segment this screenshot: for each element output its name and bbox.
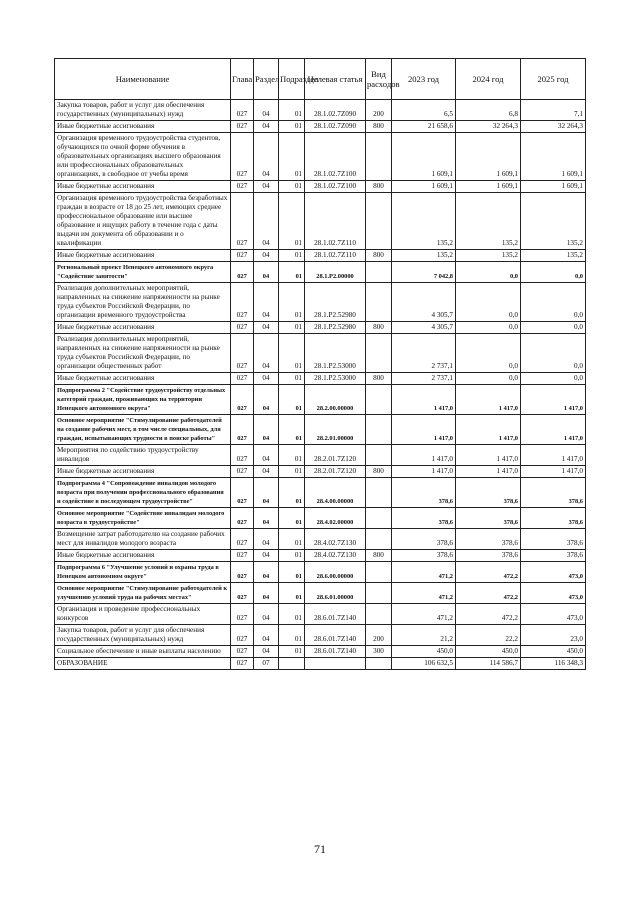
row-razdel: 04	[254, 550, 279, 562]
row-article: 28.6.01.7Z140	[305, 646, 366, 658]
row-vid	[366, 478, 392, 508]
table-row	[55, 322, 586, 334]
row-vid	[366, 604, 392, 625]
row-article: 28.4.00.00000	[305, 478, 366, 508]
header-2025: 2025 год	[521, 59, 586, 100]
row-value-2024: 135,2	[456, 193, 521, 250]
row-article: 28.2.01.7Z120	[305, 445, 366, 466]
table-row	[55, 283, 586, 322]
row-value-2025: 1 609,1	[521, 133, 586, 181]
row-vid: 800	[366, 121, 392, 133]
row-vid	[366, 415, 392, 445]
row-value-2023: 1 609,1	[392, 133, 456, 181]
table-row	[55, 508, 586, 529]
row-glava: 027	[231, 625, 254, 646]
row-value-2024: 22,2	[456, 625, 521, 646]
row-podrazdel: 01	[279, 478, 305, 508]
table-row	[55, 415, 586, 445]
row-name: Иные бюджетные ассигнования	[55, 250, 231, 262]
table-row	[55, 625, 586, 646]
row-podrazdel: 01	[279, 100, 305, 121]
row-razdel: 04	[254, 385, 279, 415]
row-value-2024: 472,2	[456, 583, 521, 604]
row-glava: 027	[231, 283, 254, 322]
row-value-2025: 7,1	[521, 100, 586, 121]
row-name: Реализация дополнительных мероприятий, направленных на снижение напряженности на рынке труда субъектов Российской Федерации, по организации общественных работ	[55, 334, 231, 373]
row-razdel: 04	[254, 562, 279, 583]
row-razdel: 04	[254, 415, 279, 445]
table-row	[55, 121, 586, 133]
row-value-2023: 378,6	[392, 508, 456, 529]
row-article: 28.1.02.7Z110	[305, 193, 366, 250]
row-razdel: 04	[254, 250, 279, 262]
row-value-2025: 32 264,3	[521, 121, 586, 133]
row-name: Закупка товаров, работ и услуг для обеспечения государственных (муниципальных) нужд	[55, 625, 231, 646]
row-vid	[366, 508, 392, 529]
row-value-2023: 378,6	[392, 529, 456, 550]
header-article: Целевая статья	[305, 59, 366, 100]
row-vid	[366, 529, 392, 550]
row-glava: 027	[231, 262, 254, 283]
row-value-2025: 135,2	[521, 250, 586, 262]
row-value-2023: 6,5	[392, 100, 456, 121]
row-glava: 027	[231, 250, 254, 262]
row-podrazdel: 01	[279, 445, 305, 466]
row-value-2024: 1 609,1	[456, 133, 521, 181]
row-value-2023: 4 305,7	[392, 283, 456, 322]
row-podrazdel: 01	[279, 181, 305, 193]
table-row	[55, 445, 586, 466]
row-value-2025: 473,0	[521, 583, 586, 604]
row-article: 28.6.01.00000	[305, 583, 366, 604]
header-vid: Вид расходов	[366, 59, 392, 100]
row-value-2023: 471,2	[392, 604, 456, 625]
row-vid: 800	[366, 181, 392, 193]
row-value-2024: 472,2	[456, 604, 521, 625]
row-glava: 027	[231, 529, 254, 550]
table-row	[55, 100, 586, 121]
row-razdel: 04	[254, 193, 279, 250]
row-podrazdel: 01	[279, 133, 305, 181]
row-podrazdel: 01	[279, 121, 305, 133]
row-value-2023: 135,2	[392, 250, 456, 262]
row-vid: 800	[366, 550, 392, 562]
table-row	[55, 478, 586, 508]
table-row	[55, 262, 586, 283]
row-vid: 800	[366, 373, 392, 385]
row-value-2024: 1 417,0	[456, 415, 521, 445]
row-value-2025: 473,0	[521, 604, 586, 625]
row-value-2024: 472,2	[456, 562, 521, 583]
table-row	[55, 658, 586, 670]
row-value-2023: 135,2	[392, 193, 456, 250]
row-razdel: 07	[254, 658, 279, 670]
row-value-2024: 0,0	[456, 283, 521, 322]
row-article: 28.1.P2.53000	[305, 334, 366, 373]
row-razdel: 04	[254, 625, 279, 646]
row-value-2023: 1 609,1	[392, 181, 456, 193]
row-razdel: 04	[254, 322, 279, 334]
row-article: 28.6.01.7Z140	[305, 625, 366, 646]
row-glava: 027	[231, 415, 254, 445]
row-article	[305, 658, 366, 670]
row-glava: 027	[231, 322, 254, 334]
row-name: Организация временного трудоустройства студентов, обучающихся по очной форме обучения в образовательных организациях высшего образования или профессиональных образовательных организациях, в свободное от учебы время	[55, 133, 231, 181]
row-value-2025: 378,6	[521, 550, 586, 562]
budget-table-page	[54, 58, 585, 670]
header-2024: 2024 год	[456, 59, 521, 100]
row-glava: 027	[231, 646, 254, 658]
row-article: 28.6.01.7Z140	[305, 604, 366, 625]
row-article: 28.1.P2.52980	[305, 283, 366, 322]
row-glava: 027	[231, 658, 254, 670]
row-name: Региональный проект Ненецкого автономного округа "Содействие занятости"	[55, 262, 231, 283]
row-value-2025: 378,6	[521, 529, 586, 550]
table-row	[55, 583, 586, 604]
row-razdel: 04	[254, 262, 279, 283]
row-value-2023: 2 737,1	[392, 373, 456, 385]
budget-table	[54, 58, 586, 670]
row-podrazdel: 01	[279, 415, 305, 445]
table-row	[55, 334, 586, 373]
row-name: Подпрограмма 2 "Содействие трудоустройству отдельных категорий граждан, проживающих на территории Ненецкого автономного округа"	[55, 385, 231, 415]
row-vid	[366, 334, 392, 373]
table-row	[55, 550, 586, 562]
row-name: Организация и проведение профессиональных конкурсов	[55, 604, 231, 625]
row-name: Подпрограмма 4 "Сопровождение инвалидов молодого возраста при получении профессионального образования и содействие в последующем трудоустройстве"	[55, 478, 231, 508]
row-glava: 027	[231, 583, 254, 604]
row-value-2023: 1 417,0	[392, 415, 456, 445]
row-value-2023: 106 632,5	[392, 658, 456, 670]
row-vid	[366, 562, 392, 583]
row-podrazdel: 01	[279, 262, 305, 283]
header-glava: Глава	[231, 59, 254, 100]
row-value-2024: 32 264,3	[456, 121, 521, 133]
table-row	[55, 466, 586, 478]
row-podrazdel: 01	[279, 334, 305, 373]
row-value-2023: 471,2	[392, 562, 456, 583]
row-podrazdel: 01	[279, 604, 305, 625]
row-name: Основное мероприятие "Содействие инвалидам молодого возраста в трудоустройстве"	[55, 508, 231, 529]
row-glava: 027	[231, 466, 254, 478]
row-podrazdel: 01	[279, 322, 305, 334]
row-value-2025: 0,0	[521, 334, 586, 373]
row-value-2024: 1 417,0	[456, 385, 521, 415]
row-glava: 027	[231, 373, 254, 385]
row-name: Иные бюджетные ассигнования	[55, 373, 231, 385]
row-value-2025: 23,0	[521, 625, 586, 646]
row-name: Иные бюджетные ассигнования	[55, 181, 231, 193]
row-name: Основное мероприятие "Стимулирование работодателей к улучшению условий труда на рабочих местах"	[55, 583, 231, 604]
row-glava: 027	[231, 550, 254, 562]
table-row	[55, 529, 586, 550]
row-value-2025: 1 609,1	[521, 181, 586, 193]
row-vid: 800	[366, 250, 392, 262]
row-name: Закупка товаров, работ и услуг для обеспечения государственных (муниципальных) нужд	[55, 100, 231, 121]
page-number: 71	[314, 842, 326, 856]
row-article: 28.1.02.7Z100	[305, 181, 366, 193]
row-razdel: 04	[254, 478, 279, 508]
header-name: Наименование	[55, 59, 231, 100]
row-podrazdel: 01	[279, 466, 305, 478]
row-razdel: 04	[254, 604, 279, 625]
row-razdel: 04	[254, 133, 279, 181]
table-row	[55, 562, 586, 583]
row-article: 28.2.01.7Z120	[305, 466, 366, 478]
row-razdel: 04	[254, 445, 279, 466]
table-row	[55, 604, 586, 625]
row-podrazdel	[279, 658, 305, 670]
row-value-2024: 1 609,1	[456, 181, 521, 193]
row-glava: 027	[231, 445, 254, 466]
row-vid: 800	[366, 466, 392, 478]
row-name: ОБРАЗОВАНИЕ	[55, 658, 231, 670]
row-value-2024: 378,6	[456, 478, 521, 508]
row-glava: 027	[231, 133, 254, 181]
row-glava: 027	[231, 181, 254, 193]
row-name: Возмещение затрат работодателю на создание рабочих мест для инвалидов молодого возраста	[55, 529, 231, 550]
row-name: Иные бюджетные ассигнования	[55, 466, 231, 478]
row-value-2023: 1 417,0	[392, 466, 456, 478]
row-article: 28.2.01.00000	[305, 415, 366, 445]
row-value-2023: 7 042,8	[392, 262, 456, 283]
row-value-2025: 0,0	[521, 373, 586, 385]
row-value-2025: 135,2	[521, 193, 586, 250]
row-article: 28.1.P2.00000	[305, 262, 366, 283]
header-podrazdel: Подраздел	[279, 59, 305, 100]
row-value-2023: 471,2	[392, 583, 456, 604]
table-row	[55, 646, 586, 658]
row-razdel: 04	[254, 100, 279, 121]
row-value-2025: 1 417,0	[521, 415, 586, 445]
row-name: Реализация дополнительных мероприятий, направленных на снижение напряженности на рынке труда субъектов Российской Федерации, по организации временного трудоустройства	[55, 283, 231, 322]
row-value-2024: 114 586,7	[456, 658, 521, 670]
row-razdel: 04	[254, 181, 279, 193]
row-name: Иные бюджетные ассигнования	[55, 121, 231, 133]
row-podrazdel: 01	[279, 529, 305, 550]
row-article: 28.4.02.7Z130	[305, 550, 366, 562]
row-podrazdel: 01	[279, 508, 305, 529]
row-article: 28.2.00.00000	[305, 385, 366, 415]
row-value-2024: 450,0	[456, 646, 521, 658]
table-header-row	[55, 59, 586, 100]
row-value-2025: 0,0	[521, 322, 586, 334]
row-value-2023: 21 658,6	[392, 121, 456, 133]
row-value-2024: 0,0	[456, 322, 521, 334]
row-vid	[366, 193, 392, 250]
row-vid: 800	[366, 322, 392, 334]
row-podrazdel: 01	[279, 283, 305, 322]
row-vid	[366, 283, 392, 322]
row-value-2025: 378,6	[521, 508, 586, 529]
row-razdel: 04	[254, 373, 279, 385]
table-row	[55, 250, 586, 262]
row-podrazdel: 01	[279, 583, 305, 604]
row-vid	[366, 658, 392, 670]
row-value-2025: 1 417,0	[521, 466, 586, 478]
row-value-2024: 0,0	[456, 334, 521, 373]
row-value-2023: 1 417,0	[392, 445, 456, 466]
row-name: Иные бюджетные ассигнования	[55, 322, 231, 334]
row-value-2024: 378,6	[456, 529, 521, 550]
row-glava: 027	[231, 121, 254, 133]
row-vid: 200	[366, 100, 392, 121]
row-article: 28.1.02.7Z100	[305, 133, 366, 181]
row-value-2023: 4 305,7	[392, 322, 456, 334]
row-podrazdel: 01	[279, 562, 305, 583]
row-value-2023: 1 417,0	[392, 385, 456, 415]
row-article: 28.1.P2.53000	[305, 373, 366, 385]
row-vid	[366, 385, 392, 415]
row-razdel: 04	[254, 466, 279, 478]
row-razdel: 04	[254, 529, 279, 550]
row-name: Организация временного трудоустройства безработных граждан в возрасте от 18 до 25 лет, имеющих среднее профессиональное образование или высшее образование и ищущих работу в течение года с даты выдачи им документа об образовании и о квалификации	[55, 193, 231, 250]
row-razdel: 04	[254, 583, 279, 604]
table-body	[55, 100, 586, 670]
header-razdel: Раздел	[254, 59, 279, 100]
row-glava: 027	[231, 193, 254, 250]
row-name: Основное мероприятие "Стимулирование работодателей на создание рабочих мест, в том числе специальных, для граждан, испытывающих трудности в поиске работы"	[55, 415, 231, 445]
row-article: 28.1.02.7Z090	[305, 100, 366, 121]
row-article: 28.1.02.7Z090	[305, 121, 366, 133]
row-vid	[366, 262, 392, 283]
row-article: 28.1.P2.52980	[305, 322, 366, 334]
row-value-2023: 378,6	[392, 550, 456, 562]
row-glava: 027	[231, 334, 254, 373]
row-value-2025: 1 417,0	[521, 445, 586, 466]
row-vid: 300	[366, 646, 392, 658]
row-name: Иные бюджетные ассигнования	[55, 550, 231, 562]
row-podrazdel: 01	[279, 385, 305, 415]
row-value-2025: 0,0	[521, 262, 586, 283]
header-2023: 2023 год	[392, 59, 456, 100]
row-value-2025: 116 348,3	[521, 658, 586, 670]
row-razdel: 04	[254, 334, 279, 373]
row-razdel: 04	[254, 121, 279, 133]
row-podrazdel: 01	[279, 646, 305, 658]
row-vid	[366, 583, 392, 604]
row-article: 28.4.02.7Z130	[305, 529, 366, 550]
row-vid: 200	[366, 625, 392, 646]
row-value-2025: 378,6	[521, 478, 586, 508]
row-article: 28.4.02.00000	[305, 508, 366, 529]
row-article: 28.6.00.00000	[305, 562, 366, 583]
row-podrazdel: 01	[279, 193, 305, 250]
row-value-2024: 6,8	[456, 100, 521, 121]
row-vid	[366, 133, 392, 181]
row-glava: 027	[231, 385, 254, 415]
row-name: Подпрограмма 6 "Улучшение условий и охраны труда в Ненецком автономном округе"	[55, 562, 231, 583]
row-podrazdel: 01	[279, 250, 305, 262]
table-row	[55, 373, 586, 385]
row-article: 28.1.02.7Z110	[305, 250, 366, 262]
row-value-2025: 1 417,0	[521, 385, 586, 415]
row-podrazdel: 01	[279, 625, 305, 646]
table-row	[55, 193, 586, 250]
row-podrazdel: 01	[279, 550, 305, 562]
row-value-2024: 378,6	[456, 550, 521, 562]
row-value-2023: 378,6	[392, 478, 456, 508]
row-value-2025: 0,0	[521, 283, 586, 322]
row-value-2024: 1 417,0	[456, 445, 521, 466]
row-glava: 027	[231, 604, 254, 625]
row-value-2024: 0,0	[456, 373, 521, 385]
row-value-2023: 2 737,1	[392, 334, 456, 373]
table-row	[55, 181, 586, 193]
row-vid	[366, 445, 392, 466]
row-glava: 027	[231, 562, 254, 583]
row-value-2024: 135,2	[456, 250, 521, 262]
row-razdel: 04	[254, 283, 279, 322]
row-glava: 027	[231, 100, 254, 121]
row-value-2023: 450,0	[392, 646, 456, 658]
row-value-2024: 378,6	[456, 508, 521, 529]
row-glava: 027	[231, 478, 254, 508]
row-name: Социальное обеспечение и иные выплаты населению	[55, 646, 231, 658]
row-value-2024: 0,0	[456, 262, 521, 283]
table-row	[55, 133, 586, 181]
row-value-2024: 1 417,0	[456, 466, 521, 478]
row-razdel: 04	[254, 508, 279, 529]
row-razdel: 04	[254, 646, 279, 658]
row-value-2025: 450,0	[521, 646, 586, 658]
row-value-2023: 21,2	[392, 625, 456, 646]
row-name: Мероприятия по содействию трудоустройству инвалидов	[55, 445, 231, 466]
row-value-2025: 473,0	[521, 562, 586, 583]
row-glava: 027	[231, 508, 254, 529]
row-podrazdel: 01	[279, 373, 305, 385]
table-row	[55, 385, 586, 415]
